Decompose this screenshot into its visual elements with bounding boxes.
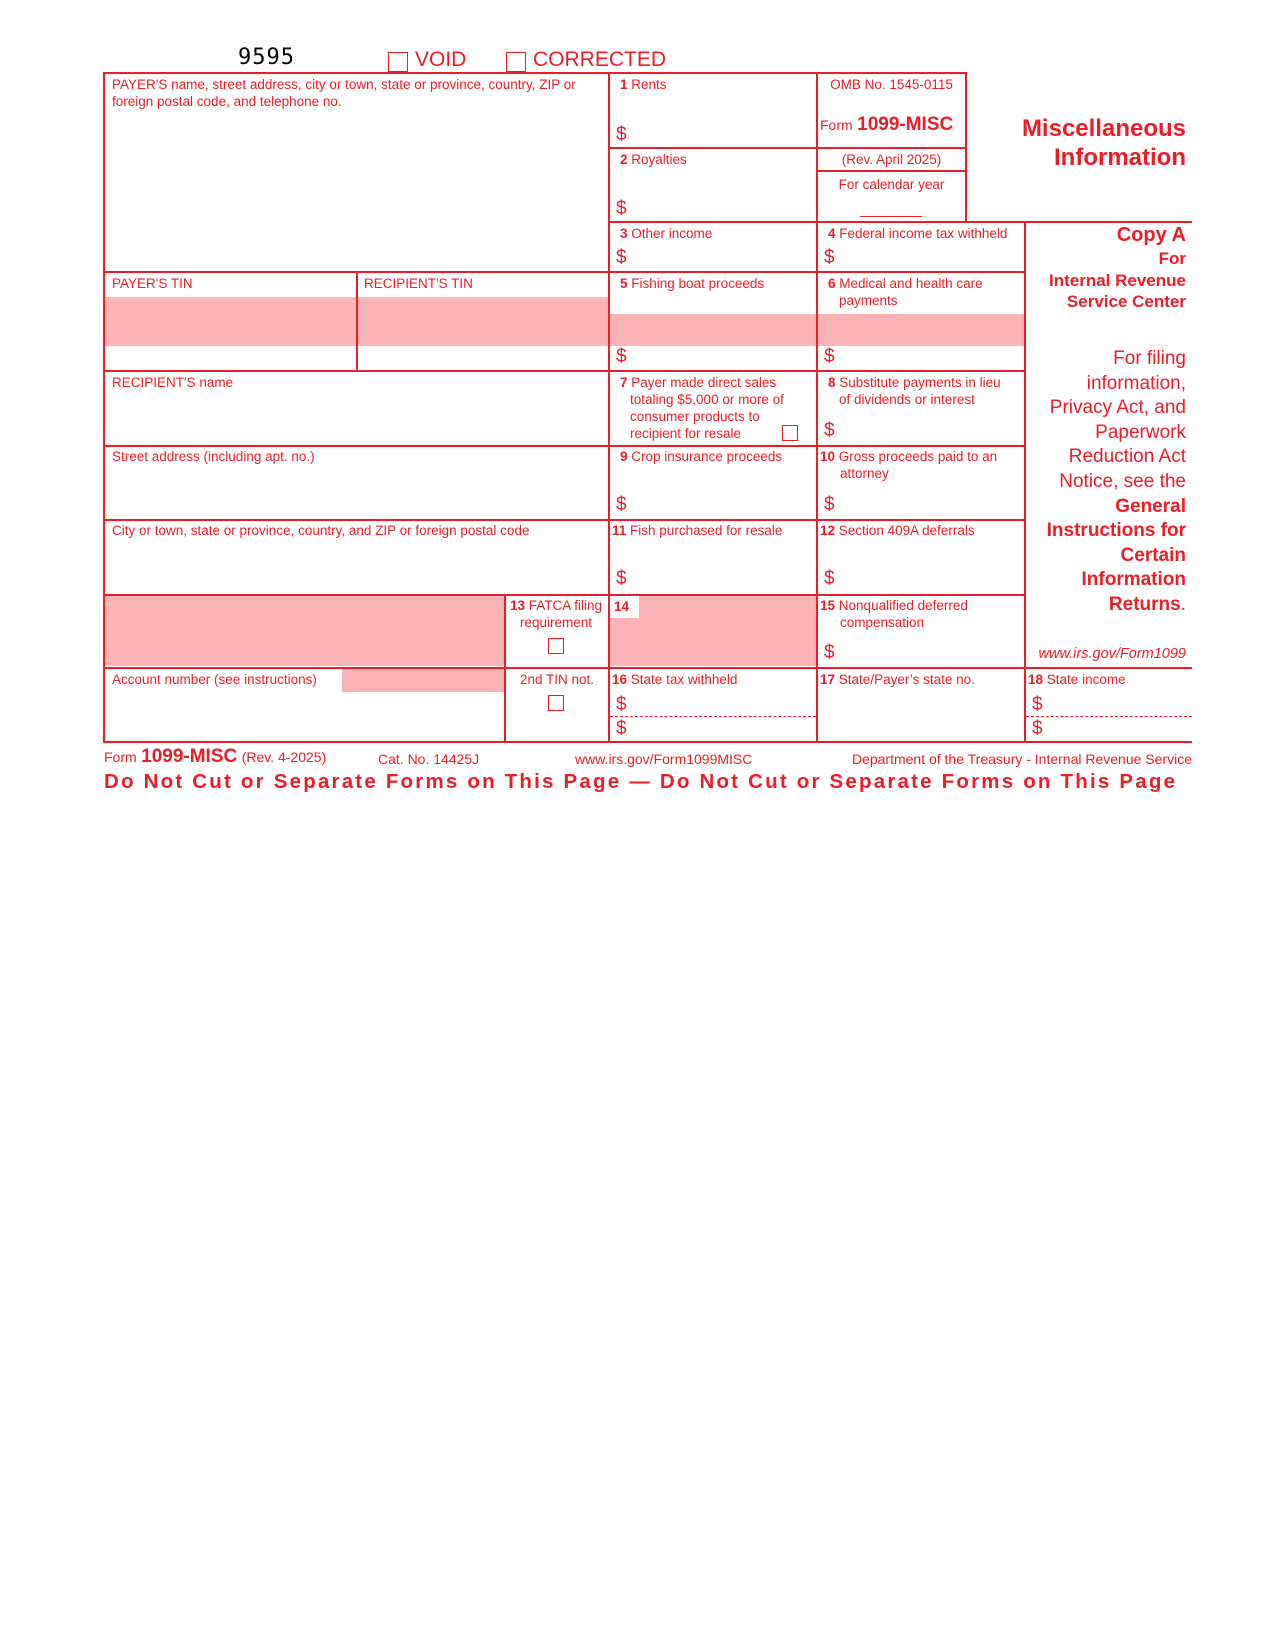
box-9-text: Crop insurance proceeds	[631, 449, 783, 464]
copy-label: Copy A	[1116, 224, 1186, 246]
box-10-text: Gross proceeds paid to an	[838, 449, 998, 464]
box-11-number: 11	[612, 523, 627, 538]
form-title-line-1: Miscellaneous	[1021, 115, 1186, 142]
box-11-text: Fish purchased for resale	[630, 523, 783, 538]
rule	[103, 72, 967, 74]
box-8-number: 8	[828, 375, 836, 390]
box-8-label	[828, 374, 1001, 408]
box-17-text: State/Payer’s state no.	[838, 672, 975, 687]
second-tin-label: 2nd TIN not.	[519, 672, 595, 687]
recipient-tin-field[interactable]	[358, 297, 608, 370]
box-13-text: FATCA filing	[528, 598, 603, 613]
notice-line: Certain	[1120, 544, 1186, 566]
box-18-label	[1028, 671, 1126, 688]
box-9-label	[620, 448, 782, 465]
box-17-state-no-field[interactable]	[818, 690, 1024, 740]
dollar-sign: $	[616, 694, 627, 715]
form-revision: (Rev. April 2025)	[841, 152, 942, 167]
dollar-sign: $	[1032, 694, 1043, 715]
box-17-number: 17	[820, 672, 836, 687]
box-7-text: Payer made direct sales	[631, 375, 777, 390]
box-8-text-2: of dividends or interest	[839, 392, 975, 407]
box-9-crop-insurance-field[interactable]	[632, 466, 816, 519]
box-15-text: Nonqualified deferred	[838, 598, 968, 613]
notice-line: General	[1115, 495, 1186, 517]
box-1-rents-field[interactable]	[632, 95, 816, 147]
copy-irs-1: Internal Revenue	[1049, 271, 1186, 290]
box-6-medical-field[interactable]	[840, 346, 1024, 370]
box-17-label	[820, 671, 975, 688]
rule	[103, 741, 1192, 743]
corrected-label: CORRECTED	[533, 48, 667, 71]
copy-a-block	[1030, 222, 1186, 312]
void-label: VOID	[415, 48, 467, 71]
box-3-other-income-field[interactable]	[632, 244, 816, 271]
box-8-text: Substitute payments in lieu	[839, 375, 1001, 390]
copy-irs-2: Service Center	[1066, 292, 1186, 311]
account-shade	[342, 669, 504, 692]
box-11-fish-purchased-field[interactable]	[632, 540, 816, 594]
rule	[103, 594, 1026, 596]
box-3-text: Other income	[631, 226, 713, 241]
box-16-text: State tax withheld	[630, 672, 738, 687]
notice-period: .	[1180, 593, 1186, 615]
dollar-sign: $	[616, 247, 627, 268]
form-prefix: Form	[820, 117, 853, 133]
dollar-sign: $	[616, 198, 627, 219]
payer-tin-label: PAYER'S TIN	[112, 276, 193, 291]
notice-line: information,	[1086, 372, 1186, 394]
box-1-text: Rents	[631, 77, 667, 92]
notice-block	[1030, 347, 1186, 618]
city-state-zip-field[interactable]	[105, 540, 608, 594]
form-code: 9595	[238, 45, 295, 70]
box-4-text: Federal income tax withheld	[839, 226, 1008, 241]
rule	[608, 72, 610, 743]
irs-url-link[interactable]: www.irs.gov/Form1099	[1038, 646, 1186, 662]
box-16-number: 16	[612, 672, 628, 687]
corrected-checkbox[interactable]	[506, 52, 526, 72]
rule	[965, 72, 967, 223]
box-12-409a-field[interactable]	[840, 540, 1024, 594]
box-6-number: 6	[828, 276, 836, 291]
notice-line: Paperwork	[1095, 421, 1186, 443]
box-7-text-2: totaling $5,000 or more of	[630, 392, 784, 407]
form-title	[990, 114, 1186, 172]
payer-tin-field[interactable]	[105, 297, 356, 370]
box-12-text: Section 409A deferrals	[838, 523, 975, 538]
box-2-royalties-field[interactable]	[632, 170, 816, 221]
copy-for: For	[1158, 249, 1186, 268]
notice-returns: Returns	[1108, 593, 1181, 615]
box-13-number: 13	[509, 598, 525, 613]
box-2-number: 2	[620, 152, 628, 167]
box-2-label	[620, 151, 687, 168]
recipient-tin-label: RECIPIENT'S TIN	[364, 276, 473, 291]
payer-name-label: PAYER'S name, street address, city or town, state or province, country, ZIP or foreign postal code, and telephone no.	[112, 77, 576, 109]
form-name: 1099-MISC	[857, 114, 954, 135]
notice-line: Reduction Act	[1068, 446, 1186, 468]
box-1-label	[620, 76, 667, 93]
rule	[817, 170, 967, 172]
rule	[103, 667, 1192, 669]
do-not-cut-warning: Do Not Cut or Separate Forms on This Page — Do Not Cut or Separate Forms on This Page	[104, 770, 1178, 793]
box-5-label	[620, 275, 764, 292]
box-7-text-4: recipient for resale	[630, 426, 742, 441]
box-12-number: 12	[820, 523, 836, 538]
box-16-state-tax-field[interactable]	[632, 690, 816, 740]
dollar-sign: $	[616, 346, 627, 367]
omb-number: OMB No. 1545-0115	[830, 77, 953, 92]
dollar-sign: $	[824, 642, 835, 663]
recipient-name-label: RECIPIENT'S name	[112, 375, 234, 390]
rule	[816, 72, 818, 743]
box-8-substitute-field[interactable]	[840, 414, 1024, 445]
box-6-label	[828, 275, 983, 309]
calendar-year-line	[860, 216, 922, 217]
rule	[609, 147, 967, 149]
box-14-number: 14	[614, 599, 630, 614]
box-15-label	[820, 597, 968, 631]
recipient-name-field[interactable]	[105, 392, 608, 445]
form-name-top	[820, 114, 953, 136]
box-6-text-2: payments	[839, 293, 898, 308]
notice-line: Instructions for	[1046, 520, 1186, 542]
footer-form-name: 1099-MISC	[141, 746, 238, 767]
box-16-label	[612, 671, 737, 688]
box-1-number: 1	[620, 77, 628, 92]
box-7-text-3: consumer products to	[630, 409, 760, 424]
footer-cat-number: Cat. No. 14425J	[378, 751, 480, 767]
form-title-line-2: Information	[1054, 144, 1186, 171]
box-3-number: 3	[620, 226, 628, 241]
row-13-shade	[104, 595, 504, 666]
box-15-nonqualified-field[interactable]	[840, 636, 1024, 667]
box-18-number: 18	[1028, 672, 1044, 687]
box-3-label	[620, 225, 712, 242]
payer-name-field[interactable]	[105, 112, 608, 270]
box-10-label	[820, 448, 997, 482]
box-11-label	[612, 522, 782, 539]
street-address-label: Street address (including apt. no.)	[112, 449, 315, 464]
fatca-checkbox[interactable]	[548, 638, 564, 654]
box-5-text: Fishing boat proceeds	[631, 276, 765, 291]
box-15-text-2: compensation	[840, 615, 925, 630]
street-address-field[interactable]	[105, 466, 608, 519]
box-5-fishing-boat-field[interactable]	[632, 346, 816, 370]
footer-form	[104, 746, 326, 768]
box-7-checkbox[interactable]	[782, 425, 798, 441]
dollar-sign: $	[1032, 718, 1043, 739]
box-6-text: Medical and health care	[839, 276, 983, 291]
box-4-fed-tax-field[interactable]	[840, 244, 1024, 271]
second-tin-checkbox[interactable]	[548, 695, 564, 711]
box-2-text: Royalties	[631, 152, 687, 167]
notice-line: Information	[1081, 569, 1186, 591]
box-15-number: 15	[820, 598, 836, 613]
rule	[103, 370, 1026, 372]
dollar-sign: $	[824, 494, 835, 515]
box-18-text: State income	[1046, 672, 1126, 687]
box-7-label	[620, 374, 784, 442]
footer-department: Department of the Treasury - Internal Revenue Service	[851, 751, 1192, 767]
city-state-zip-label: City or town, state or province, country, and ZIP or foreign postal code	[112, 523, 530, 538]
box-5-number: 5	[620, 276, 628, 291]
box-4-label	[828, 225, 1007, 242]
rule	[1024, 221, 1026, 743]
box-10-number: 10	[820, 449, 836, 464]
calendar-year-label: For calendar year	[838, 177, 945, 192]
dollar-sign: $	[824, 420, 835, 441]
box-10-attorney-field[interactable]	[840, 488, 1024, 519]
box-12-label	[820, 522, 975, 539]
box-9-number: 9	[620, 449, 628, 464]
box-18-state-income-field[interactable]	[1048, 690, 1192, 740]
footer-rev: (Rev. 4-2025)	[241, 749, 327, 765]
dollar-sign: $	[616, 718, 627, 739]
rule	[103, 445, 1026, 447]
void-checkbox[interactable]	[388, 52, 408, 72]
box-13-text-2: requirement	[519, 615, 593, 630]
dollar-sign: $	[824, 346, 835, 367]
dollar-sign: $	[616, 568, 627, 589]
account-number-field[interactable]	[105, 692, 504, 741]
dollar-sign: $	[824, 568, 835, 589]
calendar-year-field[interactable]	[860, 196, 922, 216]
rule	[103, 519, 1026, 521]
box-10-text-2: attorney	[840, 466, 889, 481]
notice-line: Notice, see the	[1059, 470, 1186, 492]
footer-form-prefix: Form	[104, 749, 137, 765]
footer-url-link[interactable]: www.irs.gov/Form1099MISC	[575, 751, 753, 767]
account-number-label: Account number (see instructions)	[112, 672, 317, 687]
notice-line: Privacy Act, and	[1049, 397, 1186, 419]
box-13-label	[506, 597, 606, 631]
dollar-sign: $	[824, 247, 835, 268]
box-7-number: 7	[620, 375, 628, 390]
box-4-number: 4	[828, 226, 836, 241]
rule	[103, 271, 1026, 273]
dollar-sign: $	[616, 124, 627, 145]
notice-line: For filing	[1113, 348, 1186, 369]
dollar-sign: $	[616, 494, 627, 515]
box-14-shade	[610, 595, 817, 666]
